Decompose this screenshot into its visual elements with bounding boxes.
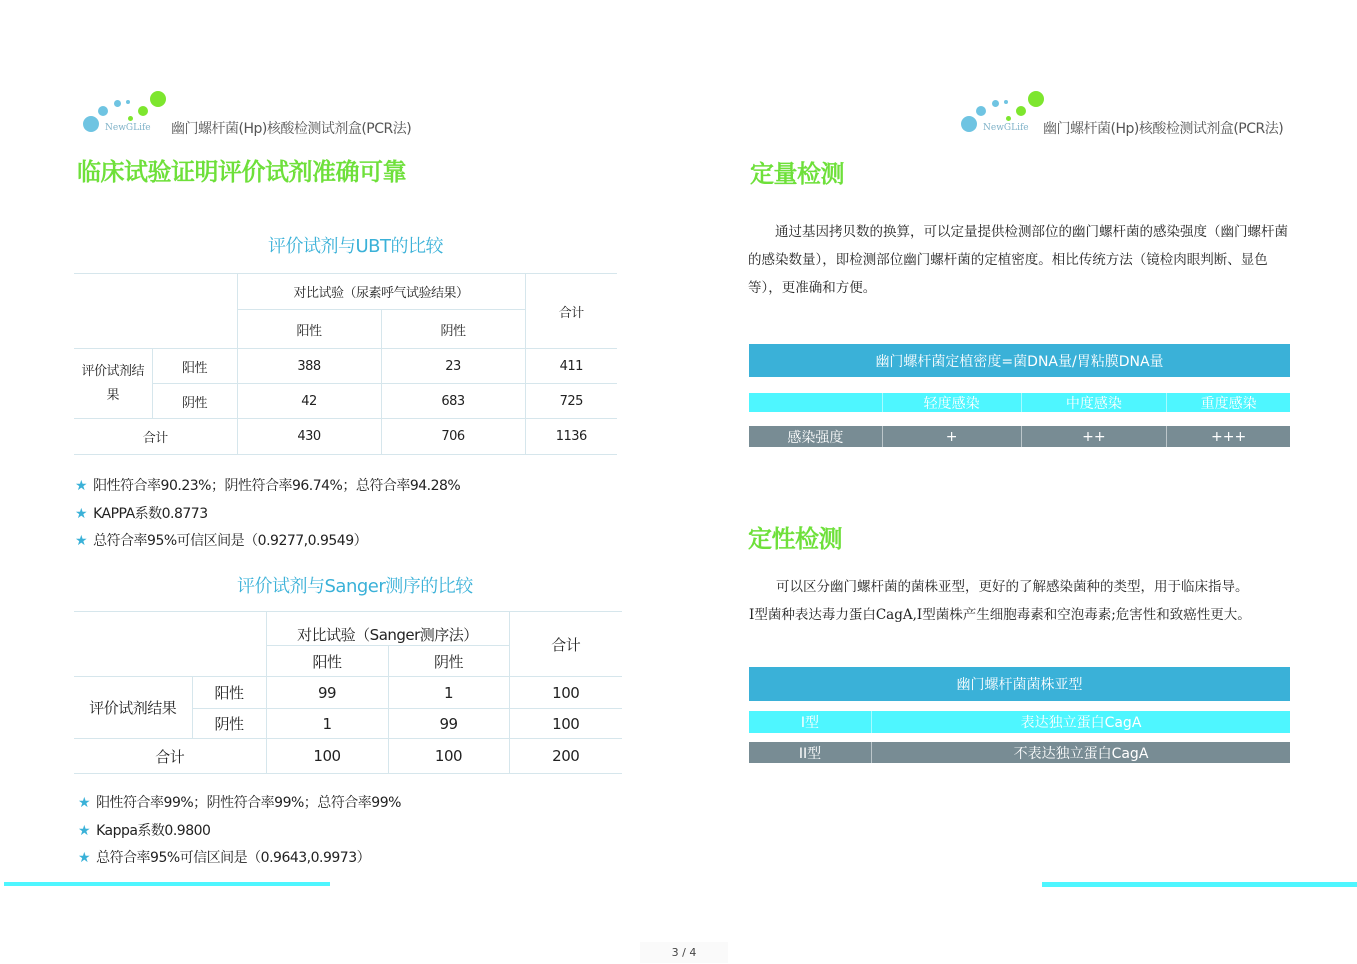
qual-text-line1: 可以区分幽门螺杆菌的菌株亚型，更好的了解感染菌种的类型，用于临床指导。 [776,579,1249,595]
page-title: 临床试验证明评价试剂准确可靠 [77,158,406,186]
level-severe: 重度感染 [1200,395,1257,412]
neg-header: 阴性 [381,310,525,349]
sanger-notes [78,790,401,873]
ubt-section-title: 评价试剂与UBT的比较 [268,236,444,257]
total-row-label: 合计 [74,739,266,774]
brand-name: NewGLife [105,123,151,133]
row-neg-label: 阴性 [192,709,266,739]
cell: 23 [381,349,525,384]
cell: 99 [388,709,509,739]
formula-text: 幽门螺杆菌定植密度=菌DNA量/胃粘膜DNA量 [875,353,1164,370]
cell: 388 [237,349,381,384]
levels-row [749,393,1290,412]
note-text: 阳性符合率90.23%；阴性符合率96.74%；总符合率94.28% [93,478,461,494]
cell: 1 [266,709,388,739]
ubt-notes [75,473,460,556]
cell: 411 [525,349,617,384]
newglife-logo [958,88,1048,138]
row-label: 评价试剂结果 [74,349,152,419]
page-indicator: 3 / 4 [640,942,728,963]
note-item [78,818,401,846]
note-item [75,501,460,529]
note-item [78,845,401,873]
compare-header: 对比试验（Sanger测序法） [266,612,509,646]
footer-line-right [1042,882,1357,887]
note-text: 阳性符合率99%；阴性符合率99%；总符合率99% [96,795,401,811]
compare-header: 对比试验（尿素呼气试验结果） [237,274,525,310]
sanger-section-title: 评价试剂与Sanger测序的比较 [237,576,473,597]
neg-header: 阴性 [388,646,509,677]
total-header: 合计 [509,612,622,677]
note-text: KAPPA系数0.8773 [93,505,208,522]
cell: 100 [509,709,622,739]
note-text: 总符合率95%可信区间是（0.9277,0.9549） [93,533,368,549]
header-title: 幽门螺杆菌(Hp)核酸检测试剂盒(PCR法) [171,121,412,137]
note-item [78,790,401,818]
newglife-logo [80,88,170,138]
intensity-mild: + [883,426,1022,447]
type-desc: 表达独立蛋白CagA [1020,715,1142,731]
cell: 42 [237,384,381,419]
cell: 430 [237,419,381,455]
intensity-moderate: ++ [1022,426,1168,447]
type-name: I型 [749,711,872,733]
ubt-table [74,273,617,455]
row-pos-label: 阳性 [192,677,266,709]
formula-bar [749,344,1290,377]
star-icon: ★ [78,822,91,839]
brand-name: NewGLife [983,123,1029,133]
cell: 1 [388,677,509,709]
cell: 200 [509,739,622,774]
intensity-label: 感染强度 [749,426,883,447]
row-label: 评价试剂结果 [74,677,192,739]
cell: 100 [388,739,509,774]
subtype-title: 幽门螺杆菌菌株亚型 [956,677,1083,693]
qual-text [749,573,1309,629]
note-text: Kappa系数0.9800 [96,822,211,839]
note-item [75,473,460,501]
row-pos-label: 阳性 [152,349,237,384]
cell: 725 [525,384,617,419]
row-neg-label: 阴性 [152,384,237,419]
subtype-title-bar [749,667,1290,701]
total-header: 合计 [525,274,617,349]
cell: 683 [381,384,525,419]
type-row-1 [749,711,1290,733]
note-item [75,528,460,556]
cell: 100 [509,677,622,709]
type-name: II型 [749,742,872,763]
pos-header: 阳性 [237,310,381,349]
quant-title: 定量检测 [750,160,844,188]
star-icon: ★ [75,478,88,494]
header-title: 幽门螺杆菌(Hp)核酸检测试剂盒(PCR法) [1043,121,1284,137]
type-desc: 不表达独立蛋白CagA [1013,745,1149,762]
cell: 99 [266,677,388,709]
star-icon: ★ [78,795,91,811]
pos-header: 阳性 [266,646,388,677]
quant-text: 通过基因拷贝数的换算，可以定量提供检测部位的幽门螺杆菌的感染强度（幽门螺杆菌的感染数量），即检测部位幽门螺杆菌的定植密度。相比传统方法（镜检肉眼判断、显色等），更准确和方便。 [748,224,1288,296]
qual-text-line2: I型菌种表达毒力蛋白CagA,I型菌株产生细胞毒素和空泡毒素;危害性和致癌性更大。 [749,607,1251,623]
type-row-2 [749,742,1290,763]
sanger-table [74,611,622,774]
level-mild: 轻度感染 [883,393,1022,412]
star-icon: ★ [75,533,88,549]
total-row-label: 合计 [74,419,237,455]
intensity-row [749,426,1290,447]
cell: 706 [381,419,525,455]
star-icon: ★ [75,505,88,522]
cell: 100 [266,739,388,774]
footer-line-left [4,882,330,886]
level-moderate: 中度感染 [1022,393,1168,412]
star-icon: ★ [78,850,91,866]
note-text: 总符合率95%可信区间是（0.9643,0.9973） [96,850,371,866]
qual-title: 定性检测 [748,525,842,553]
cell: 1136 [525,419,617,455]
intensity-severe: +++ [1211,428,1247,445]
